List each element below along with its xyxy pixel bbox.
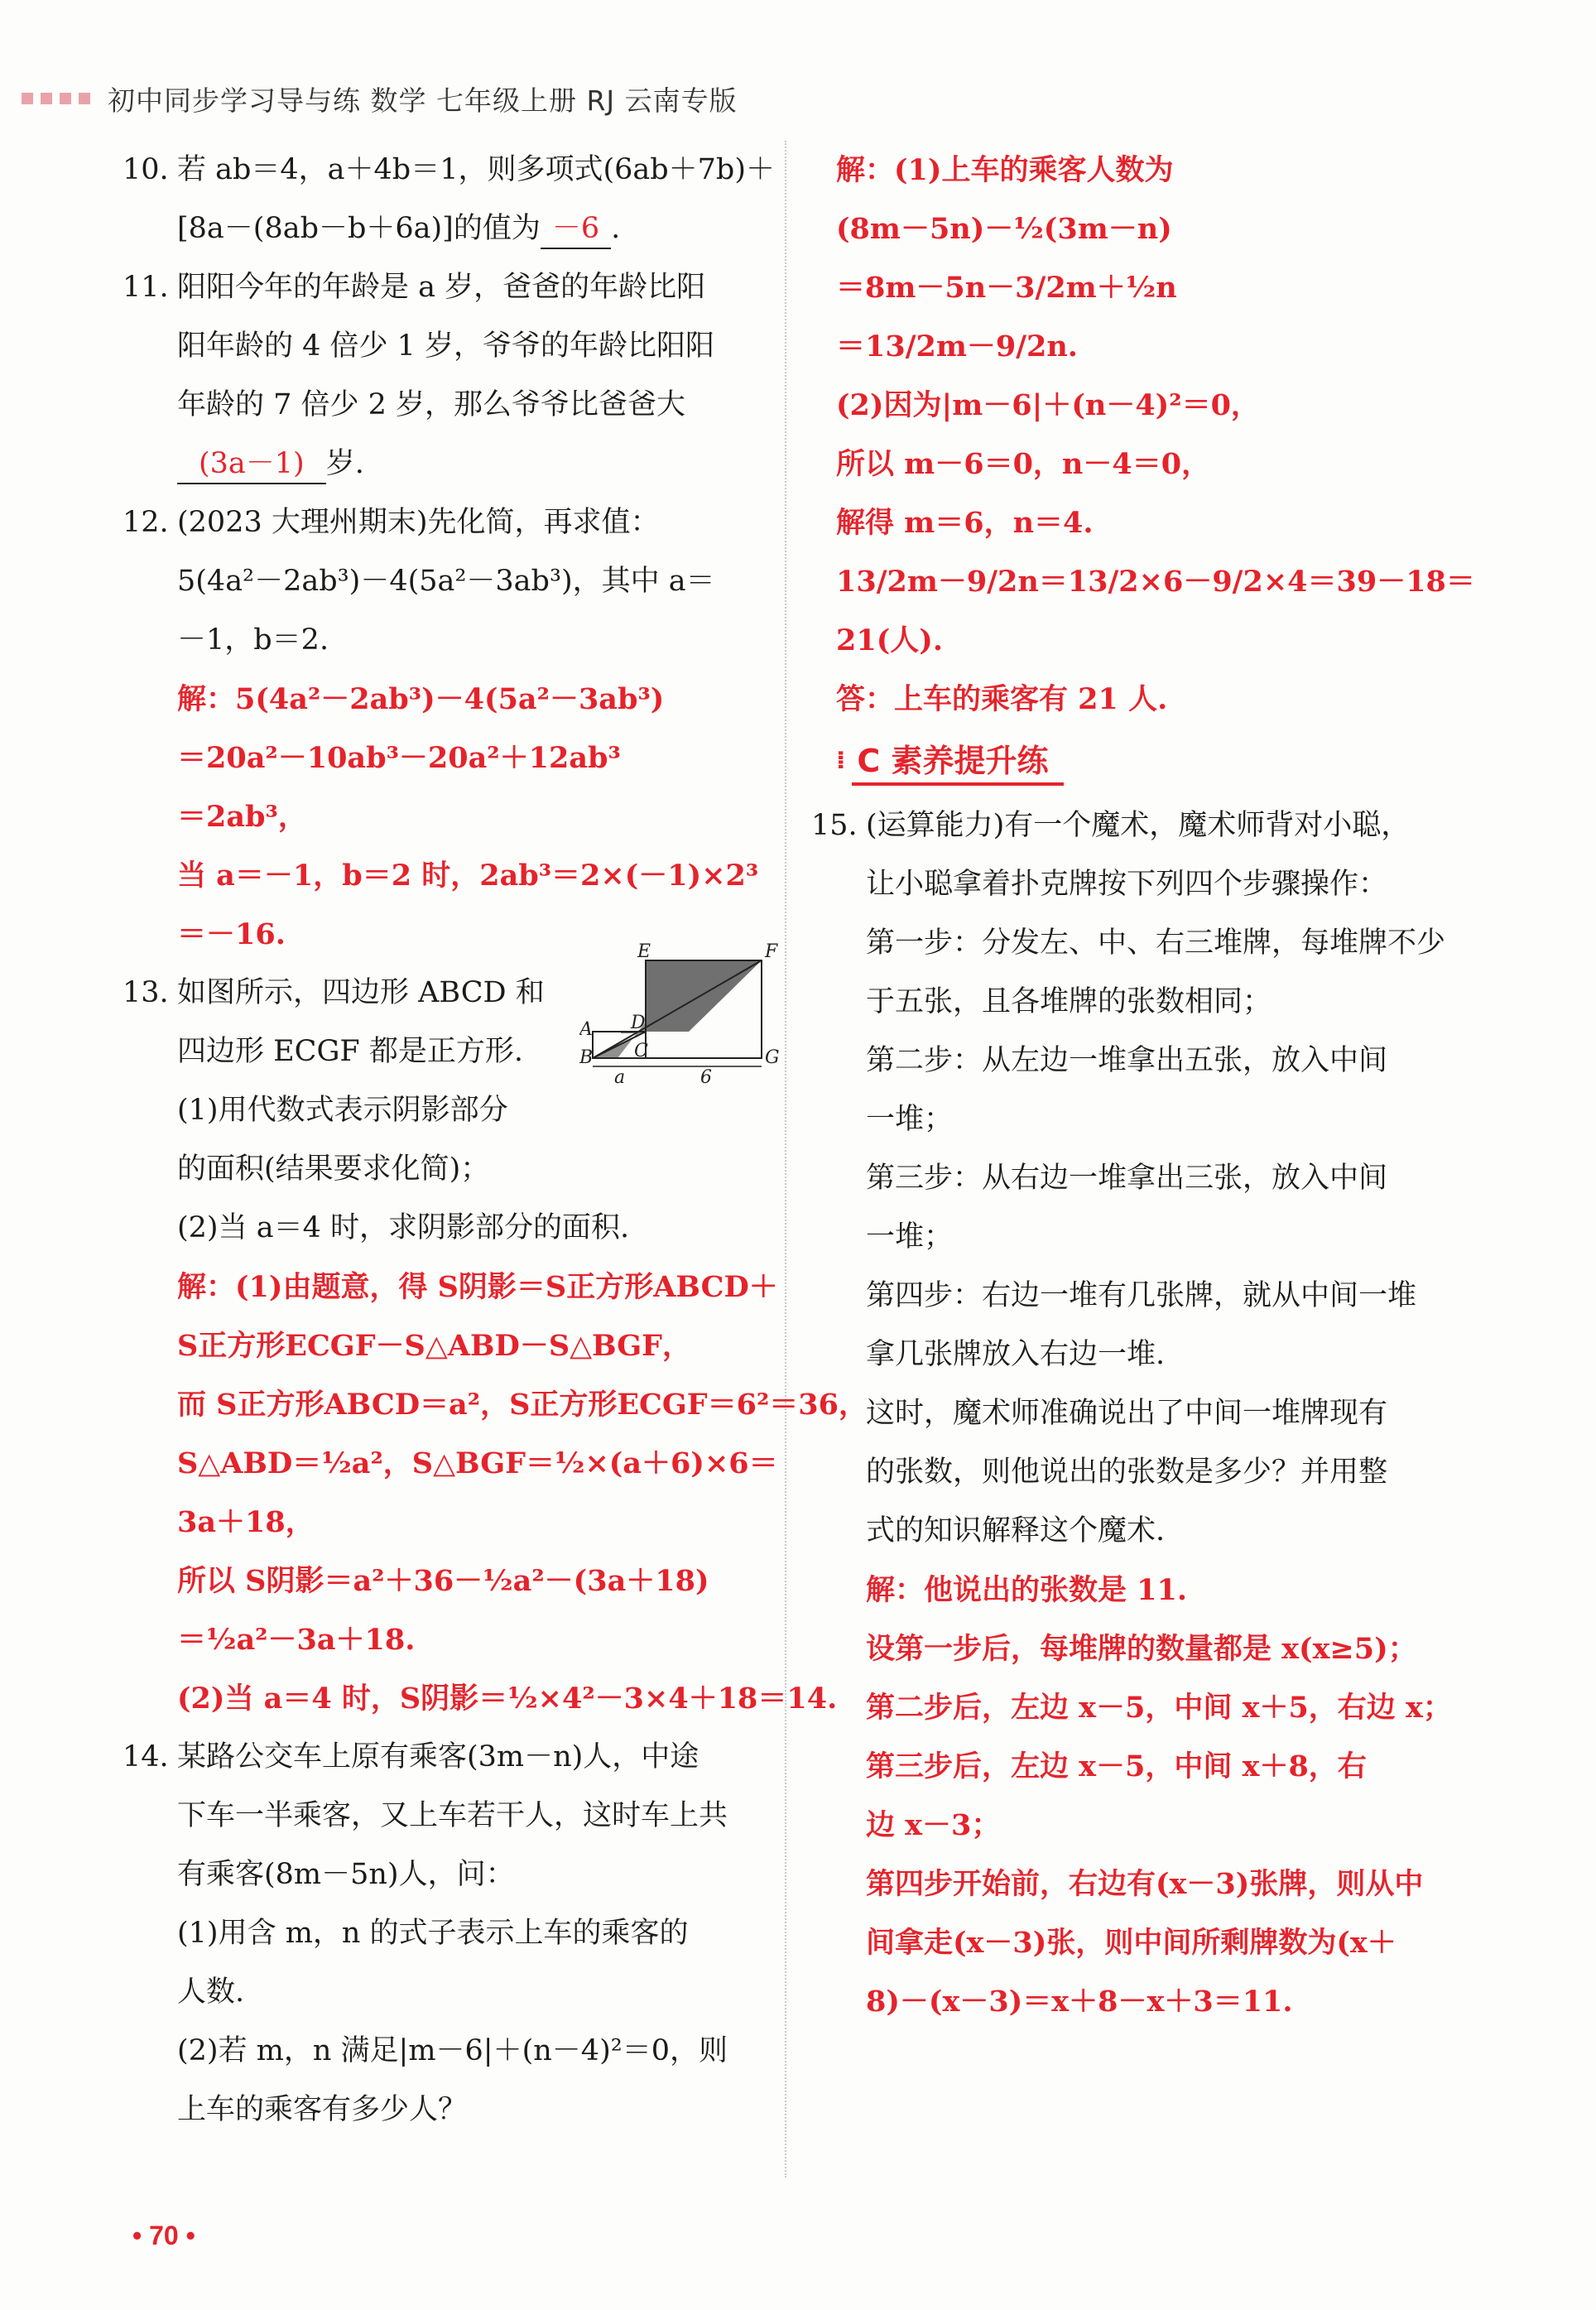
q15-solution-line: 解：他说出的张数是 11. <box>866 1573 1188 1607</box>
q15-line: 于五张，且各堆牌的张数相同； <box>866 985 1272 1018</box>
q15-solution-line: 第三步后，左边 x－5，中间 x＋8，右 <box>866 1749 1367 1783</box>
q13-solution-line: 解：(1)由题意，得 S阴影＝S正方形ABCD＋ <box>177 1270 778 1304</box>
q13-solution-line: S正方形ECGF－S△ABD－S△BGF， <box>177 1329 691 1363</box>
q15-solution-line: 间拿走(x－3)张，则中间所剩牌数为(x＋ <box>866 1926 1396 1960</box>
header-square <box>79 93 90 104</box>
q14-solution-line: 解得 m＝6，n＝4. <box>836 506 1094 540</box>
q13-line4: 的面积(结果要求化简)； <box>177 1153 490 1186</box>
dots-icon: ⁞ <box>836 745 846 775</box>
q14-solution-line: 21(人). <box>836 623 944 657</box>
q14-line3: 有乘客(8m－5n)人，问： <box>177 1858 515 1891</box>
q14-line6: (2)若 m，n 满足|m－6|＋(n－4)²＝0，则 <box>177 2034 728 2067</box>
q10-line1: 10. 若 ab＝4，a＋4b＝1，则多项式(6ab＋7b)＋ <box>123 153 775 186</box>
q13-line1: 13. 如图所示，四边形 ABCD 和 <box>123 976 545 1009</box>
q14-line7: 上车的乘客有多少人？ <box>177 2093 468 2126</box>
header-square <box>22 93 33 104</box>
q11-line2: 阳年龄的 4 倍少 1 岁，爷爷的年龄比阳阳 <box>177 330 715 363</box>
q15-solution-line: 第二步后，左边 x－5，中间 x＋5，右边 x； <box>866 1691 1452 1725</box>
q12-solution-line: ＝20a²－10ab³－20a²＋12ab³ <box>177 741 621 775</box>
q13-solution-line: 而 S正方形ABCD＝a²，S正方形ECGF＝6²＝36， <box>177 1388 868 1422</box>
q10-line2: [8a－(8ab－b＋6a)]的值为 －6 . <box>123 200 776 258</box>
q12-line1: 12. (2023 大理州期末)先化简，再求值： <box>123 506 660 539</box>
answer-blank: －6 <box>541 209 611 249</box>
page-header <box>22 78 738 119</box>
q14-line1: 14. 某路公交车上原有乘客(3m－n)人，中途 <box>123 1740 699 1773</box>
q11-line3: 年龄的 7 倍少 2 岁，那么爷爷比爸爸大 <box>177 388 686 421</box>
q13-line3: (1)用代数式表示阴影部分 <box>177 1094 508 1127</box>
q12-line3: －1，b＝2. <box>177 623 329 657</box>
q15-line: 第一步：分发左、中、右三堆牌，每堆牌不少 <box>866 926 1446 960</box>
q13-solution-line: (2)当 a＝4 时，S阴影＝½×4²－3×4＋18＝14. <box>177 1682 838 1716</box>
label-d: D <box>631 1013 646 1033</box>
q13-solution-line: ＝½a²－3a＋18. <box>177 1623 416 1657</box>
section-title: C 素养提升练 <box>852 735 1063 786</box>
q14-solution-line: ＝8m－5n－3/2m＋½n <box>836 271 1177 305</box>
header-square <box>41 93 52 104</box>
q14-solution-line: (2)因为|m－6|＋(n－4)²＝0， <box>836 388 1260 422</box>
q12-solution-line: ＝－16. <box>177 917 286 951</box>
q15-line: 第三步：从右边一堆拿出三张，放入中间 <box>866 1162 1388 1195</box>
q15-solution-line: 8)－(x－3)＝x＋8－x＋3＝11. <box>866 1985 1293 2019</box>
column-divider <box>785 141 786 2178</box>
page-number: • 70 • <box>132 2221 195 2250</box>
label-c: C <box>634 1041 648 1061</box>
q11-line4: (3a－1) 岁. <box>123 435 776 493</box>
q15-line: 15. (运算能力)有一个魔术，魔术师背对小聪， <box>811 809 1411 842</box>
q12-solution-line: ＝2ab³， <box>177 800 307 834</box>
section-heading <box>836 729 1507 792</box>
q15-solution-line: 设第一步后，每堆牌的数量都是 x(x≥5)； <box>866 1632 1417 1666</box>
left-column <box>123 141 868 2139</box>
right-column <box>811 141 1507 2031</box>
label-dim-6: 6 <box>700 1067 712 1085</box>
q13-line2: 四边形 ECGF 都是正方形. <box>177 1035 523 1068</box>
q13-line5: (2)当 a＝4 时，求阴影部分的面积. <box>177 1211 630 1244</box>
q15-line: 一堆； <box>866 1220 954 1254</box>
label-e: E <box>637 942 651 962</box>
q15-line: 式的知识解释这个魔术. <box>866 1514 1166 1547</box>
answer-blank: (3a－1) <box>177 445 326 484</box>
label-a: A <box>579 1019 593 1040</box>
q14-line4: (1)用含 m，n 的式子表示上车的乘客的 <box>177 1917 689 1950</box>
label-dim-a: a <box>614 1067 626 1085</box>
q12-line2: 5(4a²－2ab³)－4(5a²－3ab³)，其中 a＝ <box>177 565 715 598</box>
header-square <box>60 93 71 104</box>
label-g: G <box>765 1047 780 1068</box>
q14-line5: 人数. <box>177 1976 245 2009</box>
q14-solution-line: (8m－5n)－½(3m－n) <box>836 212 1172 246</box>
q13-solution-line: S△ABD＝½a²，S△BGF＝½×(a＋6)×6＝ <box>177 1446 778 1480</box>
q15-solution-line: 边 x－3； <box>866 1808 1001 1842</box>
q15-line: 第四步：右边一堆有几张牌，就从中间一堆 <box>866 1279 1417 1312</box>
squares-figure <box>579 942 780 1085</box>
q14-solution-line: 答：上车的乘客有 21 人. <box>836 682 1168 716</box>
q15-line: 拿几张牌放入右边一堆. <box>866 1338 1166 1371</box>
label-f: F <box>765 942 778 962</box>
q14-solution-line: ＝13/2m－9/2n. <box>836 330 1078 363</box>
q15-line: 一堆； <box>866 1103 954 1136</box>
q11-line1: 11. 阳阳今年的年龄是 a 岁，爸爸的年龄比阳 <box>123 271 706 304</box>
header-title: 初中同步学习导与练 数学 七年级上册 RJ 云南专版 <box>108 84 738 117</box>
q14-solution-line: 13/2m－9/2n＝13/2×6－9/2×4＝39－18＝ <box>836 565 1475 599</box>
q12-solution-line: 解：5(4a²－2ab³)－4(5a²－3ab³) <box>177 682 665 716</box>
label-b: B <box>579 1047 594 1068</box>
q14-solution-line: 所以 m－6＝0，n－4＝0， <box>836 447 1211 481</box>
q15-solution-line: 第四步开始前，右边有(x－3)张牌，则从中 <box>866 1867 1424 1901</box>
q14-line2: 下车一半乘客，又上车若干人，这时车上共 <box>177 1799 728 1832</box>
q15-line: 第二步：从左边一堆拿出五张，放入中间 <box>866 1044 1388 1077</box>
q12-solution-line: 当 a＝－1，b＝2 时，2ab³＝2×(－1)×2³ <box>177 859 759 893</box>
q14-solution-line: 解：(1)上车的乘客人数为 <box>836 153 1174 187</box>
q13-solution-line: 所以 S阴影＝a²＋36－½a²－(3a＋18) <box>177 1564 709 1598</box>
q15-line: 这时，魔术师准确说出了中间一堆牌现有 <box>866 1397 1388 1430</box>
q15-line: 让小聪拿着扑克牌按下列四个步骤操作： <box>866 868 1388 901</box>
q13-solution-line: 3a＋18， <box>177 1505 315 1539</box>
q15-line: 的张数，则他说出的张数是多少？并用整 <box>866 1456 1388 1489</box>
